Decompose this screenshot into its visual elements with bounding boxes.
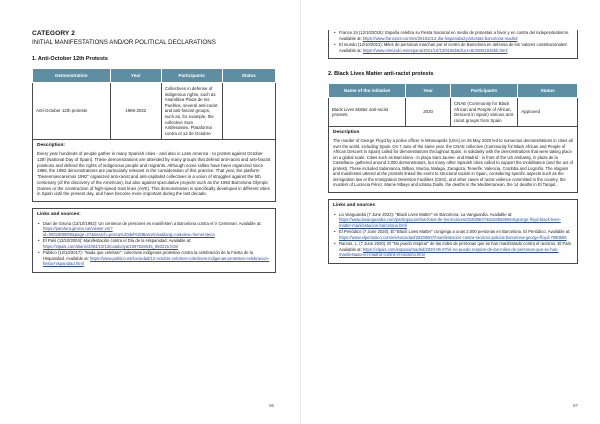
- section-heading-anti-october: 1. Anti-October 12th Protests: [32, 56, 108, 62]
- description-box: [32, 140, 276, 202]
- header-status: Status: [222, 69, 275, 83]
- links-title: Links and sources: [333, 202, 376, 208]
- link-description: Ramos, L. (7 June 2020). El "No puedo respirar" de las miles de personas que se han manifestado contra el racismo. El País. Available at:: [339, 241, 572, 252]
- table-row: [33, 83, 276, 140]
- list-item: [339, 241, 573, 258]
- table-header-row: [33, 69, 276, 83]
- source-link[interactable]: https://www.lavanguardia.com/participacion/las-fotos-de-los-lectores/20200607/481535535944/george-floyd-black-lives-matter-manifestacion-barcelona.html: [339, 217, 561, 228]
- page-gutter: [300, 0, 301, 424]
- list-item: [43, 238, 271, 249]
- list-item: [43, 250, 271, 267]
- table-row: [329, 98, 578, 127]
- source-link[interactable]: https://www.france24.com/es/20181012-dia-hispanidad-protestas-barcelona-madrid: [362, 35, 518, 41]
- source-link[interactable]: https://www.elperiodico.com/es/sociedad/20200607/manifestacion-contra-racismo-policial-barcelona-george-floyd-7990666: [339, 234, 567, 240]
- left-page: [0, 0, 296, 424]
- cell-participants: CNAE (Community for Black African and People of African Descent in Spain) Various anti-racist groups from Spain: [451, 98, 518, 127]
- blm-table: [328, 83, 578, 127]
- description-text: The murder of George Floyd by a police officer in Minneapolis (USA) on 25 May 2020 led to numerous demonstrations in cities all over the world, including Spain. On 7 June of the same year, the CNAE collective (Community for Black African and People of African Descent in Spain) called for demonstrations throughout Spain, in solidarity with the demonstrations that were taking place on a global scale. Cities such as Barcelona - in plaça Sant Jaume- and Madrid - in front of the US embassy, in plaza de la Castellana- gathered around 3,000 demonstrators, but many other Spanish cities called to support the mobilisation (and the act of protest). These included Salamanca, Bilbao, Murcia, Malaga, Zaragoza, Tenerife, Valencia, Cordoba and Logroño. The slogans and manifestos uttered at the protests linked the event to structural racism in Spain, considering specific aspects such as the immigration law or the Immigration Detention Facilities (CIEs), and other cases of racist violence committed in the country, the murders of Lucrecia Pérez, Mame Mbaye and Idrissa Diallo, the deaths in the Mediterranean, the 14 deaths in El Tarajal...: [333, 138, 573, 188]
- section-heading-blm: 2. Black Lives Matter anti-racist protests: [328, 71, 434, 77]
- source-link[interactable]: https://www.elmundo.es/espana/2021/10/12/6165b6d1e1c8c38361845bb.html: [362, 47, 508, 53]
- list-item: [339, 42, 573, 53]
- continued-links-box: [328, 30, 578, 59]
- list-item: [43, 221, 271, 238]
- links-list: [333, 30, 573, 53]
- description-text: Every year hundreds of people gather in many Spanish cities - and also in Latin America - to protest against October 12th (National Day of Spain). These demonstrations are attended by many groups that defend anti-racist and anti-fascist positions and defend the rights of indigenous people and migrants. Although some rallies have been organized since 1986, the 1992 demonstrations are particularly relevant in the consideration of this practice. That year, the platform "Desenmascaremos 1992" organized anti-racist and anti-capitalist collectives in a union of struggles against the 5th centenary (of the discovery of the Americas), but also against speculative projects such as the 1992 Barcelona Olympic Games or the construction of high-speed train lines (AVE). This demonstration is specifically developed in different cities in Spain until the present day, and have become more important during the last decade.: [37, 151, 271, 197]
- link-description: Público (12/10/2017): "Nada que celebrar": colectivos indígenas protestan contra la celebración de la Fiesta de la Hispanidad. Available at:: [43, 250, 253, 261]
- header-demonstration: Demonstration: [33, 69, 111, 83]
- header-participants: Participants: [161, 69, 222, 83]
- right-page: [304, 0, 600, 424]
- table-header-row: [329, 84, 578, 98]
- link-description: France 24 (12/10/2018): España celebra su Fiesta Nacional en medio de protestas a favor y en contra del independentismo. Available at:: [339, 30, 570, 41]
- links-title: Links and sources:: [37, 211, 81, 217]
- header-year: Year: [406, 84, 451, 98]
- list-item: [339, 212, 573, 229]
- link-description: El País (13/10/2004): Manifestación contra el Día de la Hispanidad. Available at:: [43, 238, 192, 244]
- link-description: El mundo (12/10/2021): Miles de personas marchan por el centro de Barcelona en defensa de los 'valores constitucionales'. Available at:: [339, 42, 569, 53]
- header-year: Year: [110, 69, 161, 83]
- links-list: [37, 221, 271, 267]
- anti-october-table: [32, 68, 276, 140]
- left-page-content: [32, 30, 276, 273]
- header-status: Status: [518, 84, 578, 98]
- cell-initiative: Black Lives Matter anti-racist protests: [329, 98, 406, 127]
- cell-year: 2020: [406, 98, 451, 127]
- source-link[interactable]: https://elpais.com/espana/madrid/2020-06-07/el-no-puedo-respirar-de-las-miles-de-personas-que-se-han-manifestado-en-madrid-contra-el-racismo.html: [339, 246, 559, 258]
- description-box: [328, 127, 578, 193]
- category-subtitle: INITIAL MANIFESTATIONS AND/OR POLITICAL DECLARATIONS: [32, 39, 216, 46]
- list-item: [339, 229, 573, 240]
- list-item: [339, 30, 573, 41]
- description-title: Description: [333, 130, 360, 136]
- category-title: CATEGORY 2: [32, 30, 76, 37]
- page-number: 66: [269, 403, 274, 408]
- link-description: Diari de Girona (13/10/1992): Un centenar de persones es manifesten a Barcelona contra el V Centenari. Available at:: [43, 220, 262, 226]
- header-initiative: Name of the initiative: [329, 84, 406, 98]
- link-description: El Periódico (7 June 2020). El "Black Lives Matter" congrega a unas 2.000 personas en Barcelona. El Periódico. Available at:: [339, 229, 571, 235]
- cell-participants: Collectives in defense of indigenous rights, such as Asamblea Plaza de los Pueblos, several anti-racist and anti-fascist groups, such as, for example, the collective Sum Antifeixistes. Plataforma contra el 12 de Octubre: [161, 83, 222, 140]
- header-participants: Participants: [451, 84, 518, 98]
- source-link[interactable]: https://elpais.com/diario/2004/10/13/catalunya/1097628645_850215.html: [43, 243, 179, 249]
- links-box: [32, 208, 276, 273]
- right-page-content: [328, 30, 578, 264]
- source-link[interactable]: https://pandora.girona.cat/viewer.vm?id=0001808069&page=27&search=pesca%20del%20Barcelona&lang=ca&view=hemeroteca: [43, 226, 215, 237]
- source-link[interactable]: https://www.publico.es/sociedad/12-octubre-celebrar-colectivos-indigenas-protestan-celebracion-fiesta-hispanidad.html: [43, 255, 270, 267]
- cell-status: Approved: [518, 98, 578, 127]
- links-box: [328, 199, 578, 264]
- link-description: La Vanguardia (7 June 2022): "Black Lives Matter" en Barcelona. La Vanguardia. Available at:: [339, 211, 513, 217]
- description-title: Description:: [37, 143, 65, 149]
- cell-demonstration: Anti-October 12th protests: [33, 83, 111, 140]
- links-list: [333, 212, 573, 258]
- page-number: 67: [573, 403, 578, 408]
- cell-year: 1986-2022: [110, 83, 161, 140]
- cell-status: [222, 83, 275, 140]
